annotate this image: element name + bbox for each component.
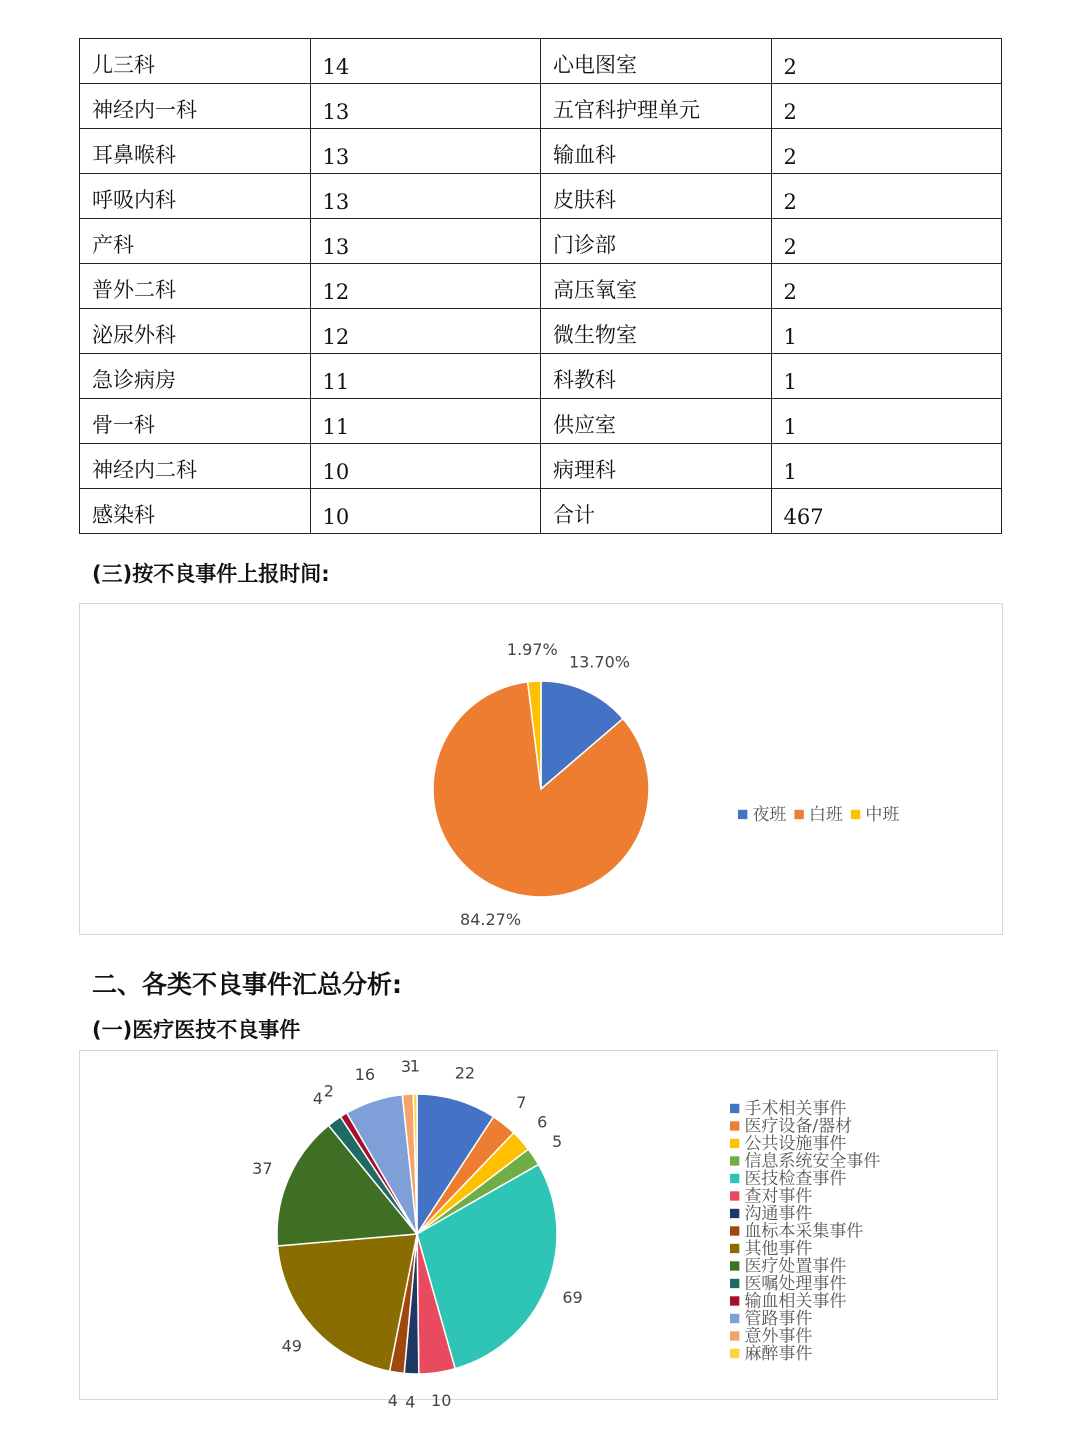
legend-entry: 意外事件 [744, 1326, 813, 1347]
legend-swatch [730, 1296, 739, 1305]
table-row [80, 174, 1002, 219]
legend-swatch [730, 1156, 739, 1165]
legend-entry: 手术相关事件 [744, 1099, 847, 1119]
dept-name-cell: 心电图室 [541, 39, 772, 84]
dept-name-cell: 呼吸内科 [80, 174, 311, 219]
dept-count-cell: 13 [310, 84, 541, 129]
dept-name-cell: 高压氧室 [541, 264, 772, 309]
slice-data-label: 84.27% [460, 910, 522, 930]
dept-name-cell: 感染科 [80, 489, 311, 534]
legend-swatch [730, 1174, 739, 1183]
time-section-heading: (三)按不良事件上报时间: [92, 562, 330, 586]
legend-swatch [730, 1104, 739, 1113]
slice-data-label: 37 [252, 1159, 273, 1179]
slice-data-label: 4 [405, 1392, 416, 1412]
dept-name-cell: 皮肤科 [541, 174, 772, 219]
legend-swatch [851, 810, 860, 819]
table-row [80, 264, 1002, 309]
dept-name-cell: 输血科 [541, 129, 772, 174]
table-row [80, 309, 1002, 354]
dept-count-cell: 11 [310, 399, 541, 444]
dept-count-cell: 13 [310, 219, 541, 264]
medical-event-pie-chart [79, 1050, 998, 1412]
legend-entry: 麻醉事件 [744, 1344, 813, 1364]
slice-data-label: 1 [409, 1056, 420, 1076]
legend-swatch [730, 1279, 739, 1288]
dept-name-cell: 合计 [541, 489, 772, 534]
legend-entry: 输血相关事件 [744, 1291, 847, 1312]
medical-event-pie-svg [80, 1051, 999, 1412]
legend-entry: 查对事件 [744, 1186, 813, 1207]
summary-section-heading: 二、各类不良事件汇总分析: [92, 970, 402, 999]
legend-entry: 管路事件 [744, 1309, 813, 1329]
dept-name-cell: 微生物室 [541, 309, 772, 354]
legend-swatch [730, 1226, 739, 1235]
table-row [80, 39, 1002, 84]
legend-swatch [730, 1261, 739, 1270]
legend-swatch [730, 1209, 739, 1218]
legend-swatch [730, 1121, 739, 1130]
dept-name-cell: 产科 [80, 219, 311, 264]
legend-entry: 医疗设备/器材 [744, 1116, 853, 1137]
dept-count-cell: 467 [771, 489, 1002, 534]
dept-name-cell: 五官科护理单元 [541, 84, 772, 129]
dept-count-cell: 12 [310, 264, 541, 309]
table-row [80, 444, 1002, 489]
dept-name-cell: 普外二科 [80, 264, 311, 309]
dept-count-cell: 10 [310, 489, 541, 534]
slice-data-label: 49 [281, 1336, 302, 1356]
dept-count-cell: 10 [310, 444, 541, 489]
legend-entry: 血标本采集事件 [744, 1221, 864, 1242]
dept-count-cell: 2 [771, 39, 1002, 84]
legend-entry: 其他事件 [744, 1239, 813, 1259]
dept-count-cell: 14 [310, 39, 541, 84]
table-row [80, 219, 1002, 264]
dept-name-cell: 急诊病房 [80, 354, 311, 399]
legend-entry: 公共设施事件 [744, 1134, 847, 1154]
dept-count-cell: 1 [771, 399, 1002, 444]
legend-entry: 医疗处置事件 [744, 1256, 847, 1277]
slice-data-label: 1.97% [506, 639, 558, 659]
legend-entry: 沟通事件 [744, 1204, 813, 1224]
dept-name-cell: 泌尿外科 [80, 309, 311, 354]
legend-swatch [730, 1331, 739, 1340]
slice-data-label: 4 [387, 1390, 398, 1410]
slice-data-label: 16 [354, 1064, 376, 1084]
dept-name-cell: 病理科 [541, 444, 772, 489]
shift-pie-svg [80, 604, 1004, 936]
legend-swatch [730, 1139, 739, 1148]
legend-entry: 医嘱处理事件 [744, 1274, 847, 1294]
dept-name-cell: 耳鼻喉科 [80, 129, 311, 174]
dept-count-cell: 11 [310, 354, 541, 399]
dept-count-cell: 12 [310, 309, 541, 354]
legend-swatch [730, 1191, 739, 1200]
dept-count-cell: 1 [771, 354, 1002, 399]
dept-name-cell: 神经内一科 [80, 84, 311, 129]
slice-data-label: 3 [400, 1056, 412, 1076]
department-count-table [79, 38, 1002, 534]
slice-data-label: 5 [551, 1131, 563, 1151]
slice-data-label: 10 [431, 1390, 452, 1410]
slice-data-label: 4 [312, 1088, 323, 1108]
dept-count-cell: 2 [771, 84, 1002, 129]
legend-swatch [730, 1349, 739, 1358]
slice-data-label: 13.70% [568, 652, 630, 672]
dept-count-cell: 2 [771, 264, 1002, 309]
slice-data-label: 22 [454, 1063, 476, 1083]
dept-name-cell: 儿三科 [80, 39, 311, 84]
table-row [80, 489, 1002, 534]
dept-name-cell: 门诊部 [541, 219, 772, 264]
dept-name-cell: 供应室 [541, 399, 772, 444]
legend-swatch [730, 1314, 739, 1323]
slice-data-label: 7 [516, 1092, 527, 1112]
dept-count-cell: 1 [771, 309, 1002, 354]
dept-count-cell: 13 [310, 129, 541, 174]
table-row [80, 354, 1002, 399]
dept-count-cell: 13 [310, 174, 541, 219]
legend-entry: 夜班 [752, 805, 787, 825]
legend-entry: 信息系统安全事件 [744, 1151, 881, 1172]
dept-count-cell: 2 [771, 219, 1002, 264]
table-row [80, 399, 1002, 444]
dept-count-cell: 2 [771, 129, 1002, 174]
dept-name-cell: 骨一科 [80, 399, 311, 444]
table-row [80, 129, 1002, 174]
legend-entry: 医技检查事件 [744, 1169, 847, 1189]
dept-count-cell: 1 [771, 444, 1002, 489]
legend-swatch [738, 810, 747, 819]
legend-entry: 白班 [808, 805, 843, 825]
legend-swatch [794, 810, 803, 819]
legend-swatch [730, 1244, 739, 1253]
legend-entry: 中班 [865, 805, 900, 825]
medical-section-heading: (一)医疗医技不良事件 [92, 1018, 301, 1042]
slice-data-label: 69 [562, 1288, 583, 1308]
dept-name-cell: 科教科 [541, 354, 772, 399]
shift-pie-chart [79, 603, 1003, 935]
dept-name-cell: 神经内二科 [80, 444, 311, 489]
slice-data-label: 2 [323, 1081, 334, 1101]
slice-data-label: 6 [537, 1112, 548, 1132]
dept-count-cell: 2 [771, 174, 1002, 219]
table-row [80, 84, 1002, 129]
